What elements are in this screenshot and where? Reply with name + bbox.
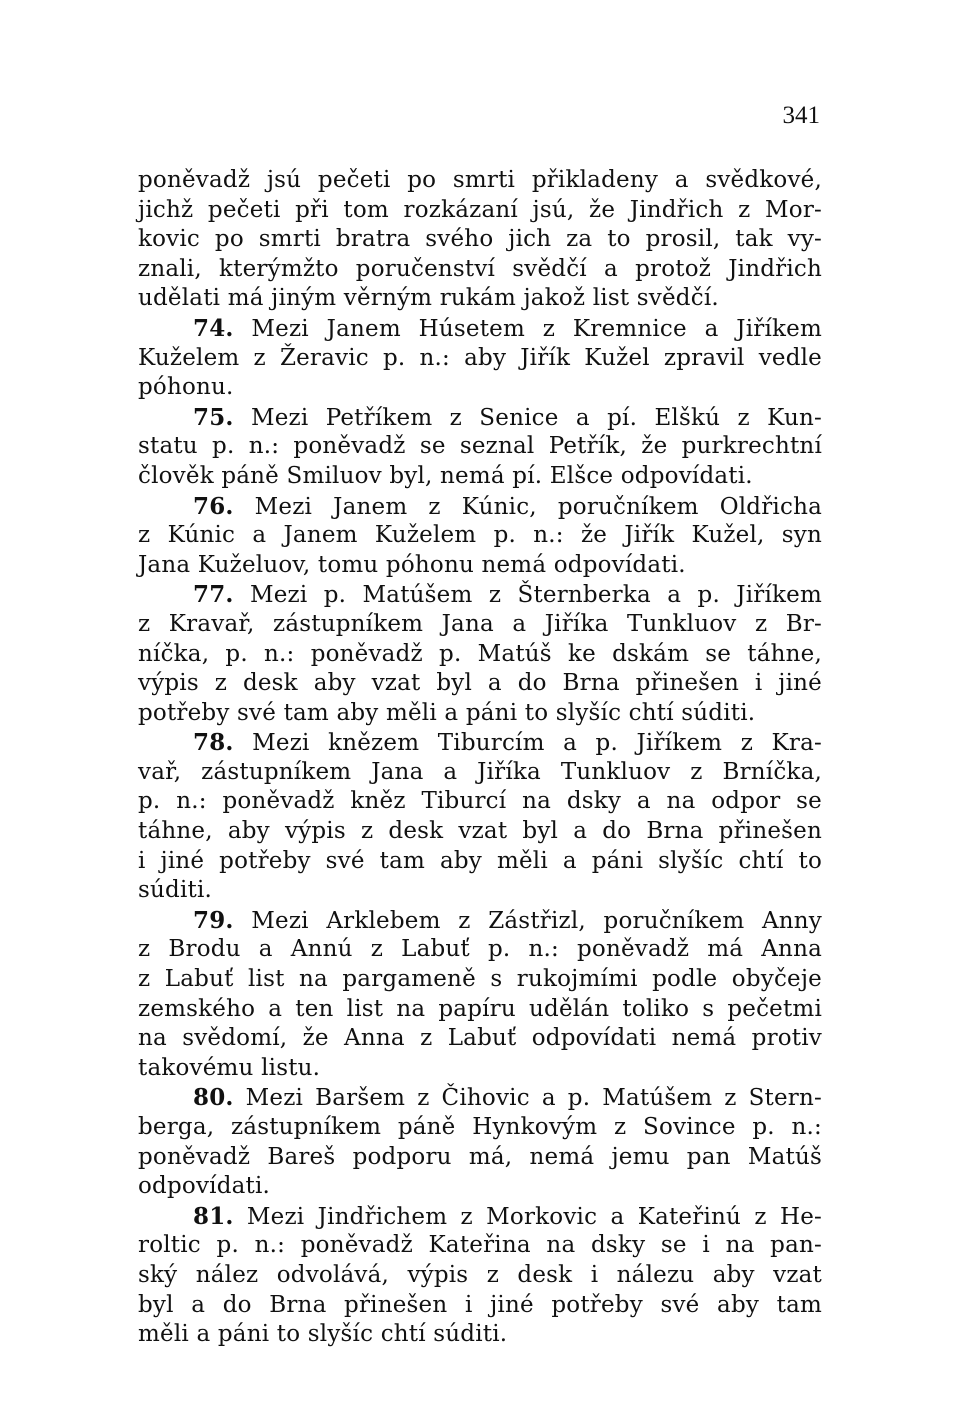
- entry-first-line: [138, 403, 822, 433]
- line-text: potřeby své tam aby měli a páni to slyšíc chtí súditi.: [138, 699, 756, 726]
- text-line: [138, 432, 822, 462]
- text-line: [138, 166, 822, 196]
- line-text: táhne, aby výpis z desk vzat byl a do Brna přinešen: [138, 818, 822, 845]
- entry-number: 81.: [193, 1202, 234, 1230]
- text-line: [138, 1261, 822, 1291]
- line-text: z Labuť list na pargameně s rukojmími podle obyčeje: [138, 966, 822, 993]
- entry-first-line: [138, 314, 822, 344]
- entry-number: 80.: [193, 1084, 234, 1112]
- line-text: měli a páni to slyšíc chtí súditi.: [138, 1321, 508, 1348]
- entry-number: 74.: [193, 314, 234, 342]
- line-text: Mezi Baršem z Čihovic a p. Matúšem z Stern-: [233, 1085, 822, 1112]
- text-line: [138, 521, 822, 551]
- line-text: poněvadž Bareš podporu má, nemá jemu pan Matúš: [138, 1143, 822, 1170]
- line-text: jichž pečeti při tom rozkázaní jsú, že Jindřich z Mor-: [138, 196, 822, 223]
- text-line: [138, 610, 822, 640]
- entry-first-line: [138, 728, 822, 758]
- line-text: udělati má jiným věrným rukám jakož list svědčí.: [138, 285, 719, 312]
- text-line: [138, 758, 822, 788]
- text-line: [138, 462, 822, 492]
- text-line: [138, 699, 822, 729]
- line-text: Kuželem z Žeravic p. n.: aby Jiřík Kužel zpravil vedle: [138, 344, 822, 371]
- text-line: [138, 1320, 822, 1350]
- line-text: Mezi Arklebem z Zástřizl, poručníkem Anny: [233, 907, 822, 934]
- line-text: súditi.: [138, 877, 213, 904]
- text-line: [138, 1291, 822, 1321]
- line-text: odpovídati.: [138, 1173, 271, 1200]
- line-text: Mezi Janem z Kúnic, poručníkem Oldřicha: [233, 493, 822, 520]
- entry-first-line: [138, 580, 822, 610]
- text-line: [138, 787, 822, 817]
- line-text: výpis z desk aby vzat byl a do Brna přinešen i jiné: [138, 670, 822, 697]
- entry-number: 75.: [193, 403, 234, 431]
- entry-number: 79.: [193, 906, 234, 934]
- text-line: [138, 965, 822, 995]
- entry-first-line: [138, 492, 822, 522]
- line-text: Mezi Janem Húsetem z Kremnice a Jiříkem: [233, 315, 822, 342]
- text-line: [138, 551, 822, 581]
- entry-first-line: [138, 1202, 822, 1232]
- text-line: [138, 1143, 822, 1173]
- line-text: roltic p. n.: poněvadž Kateřina na dsky se i na pan-: [138, 1232, 822, 1259]
- line-text: takovému listu.: [138, 1054, 321, 1081]
- line-text: statu p. n.: poněvadž se seznal Petřík, že purkrechtní: [138, 433, 822, 460]
- line-text: z Kúnic a Janem Kuželem p. n.: že Jiřík Kužel, syn: [138, 522, 822, 549]
- line-text: berga, zástupníkem páně Hynkovým z Sovince p. n.:: [138, 1114, 822, 1140]
- line-text: z Brodu a Annú z Labuť p. n.: poněvadž má Anna: [138, 936, 822, 963]
- line-text: z Kravař, zástupníkem Jana a Jiříka Tunkluov z Br-: [138, 610, 822, 637]
- text-line: [138, 1024, 822, 1054]
- text-line: [138, 1172, 822, 1202]
- text-line: [138, 225, 822, 255]
- line-text: poněvadž jsú pečeti po smrti přikladeny a svědkové,: [138, 167, 822, 193]
- text-line: [138, 669, 822, 699]
- text-line: [138, 935, 822, 965]
- line-text: Mezi Petříkem z Senice a pí. Elškú z Kun-: [233, 404, 822, 431]
- text-line: [138, 640, 822, 670]
- text-line: [138, 196, 822, 226]
- line-text: na svědomí, že Anna z Labuť odpovídati nemá protiv: [138, 1025, 822, 1052]
- text-line: [138, 1231, 822, 1261]
- text-line: [138, 373, 822, 403]
- text-line: [138, 1113, 822, 1143]
- line-text: kovic po smrti bratra svého jich za to prosil, tak vy-: [138, 226, 822, 253]
- text-line: [138, 344, 822, 374]
- line-text: ský nález odvolává, výpis z desk i nálezu aby vzat: [138, 1261, 822, 1288]
- line-text: znali, kterýmžto poručenství svědčí a protož Jindřich: [138, 255, 822, 282]
- line-text: i jiné potřeby své tam aby měli a páni slyšíc chtí to: [138, 847, 822, 874]
- text-line: [138, 817, 822, 847]
- line-text: Mezi knězem Tiburcím a p. Jiříkem z Kra-: [233, 730, 822, 757]
- line-text: Jana Kuželuov, tomu póhonu nemá odpovídati.: [138, 551, 686, 578]
- entry-number: 78.: [193, 729, 234, 757]
- entry-number: 76.: [193, 492, 234, 520]
- line-text: póhonu.: [138, 374, 234, 401]
- text-line: [138, 1054, 822, 1084]
- line-text: Mezi Jindřichem z Morkovic a Kateřinú z He-: [233, 1203, 822, 1230]
- line-text: byl a do Brna přinešen i jiné potřeby své aby tam: [138, 1291, 822, 1318]
- text-line: [138, 255, 822, 285]
- line-text: p. n.: poněvadž kněz Tiburcí na dsky a na odpor se: [138, 788, 822, 815]
- entry-first-line: [138, 906, 822, 936]
- text-line: [138, 876, 822, 906]
- text-line: [138, 847, 822, 877]
- line-text: člověk páně Smiluov byl, nemá pí. Elšce odpovídati.: [138, 462, 753, 489]
- text-body: [138, 166, 822, 1350]
- line-text: vař, zástupníkem Jana a Jiříka Tunkluov z Brníčka,: [138, 758, 822, 785]
- page-number: 341: [782, 102, 820, 129]
- text-line: [138, 284, 822, 314]
- line-text: níčka, p. n.: poněvadž p. Matúš ke dskám se táhne,: [138, 640, 822, 667]
- line-text: Mezi p. Matúšem z Šternberka a p. Jiříkem: [233, 582, 822, 609]
- text-line: [138, 995, 822, 1025]
- entry-first-line: [138, 1083, 822, 1113]
- line-text: zemského a ten list na papíru udělán toliko s pečetmi: [138, 995, 822, 1022]
- entry-number: 77.: [193, 581, 234, 609]
